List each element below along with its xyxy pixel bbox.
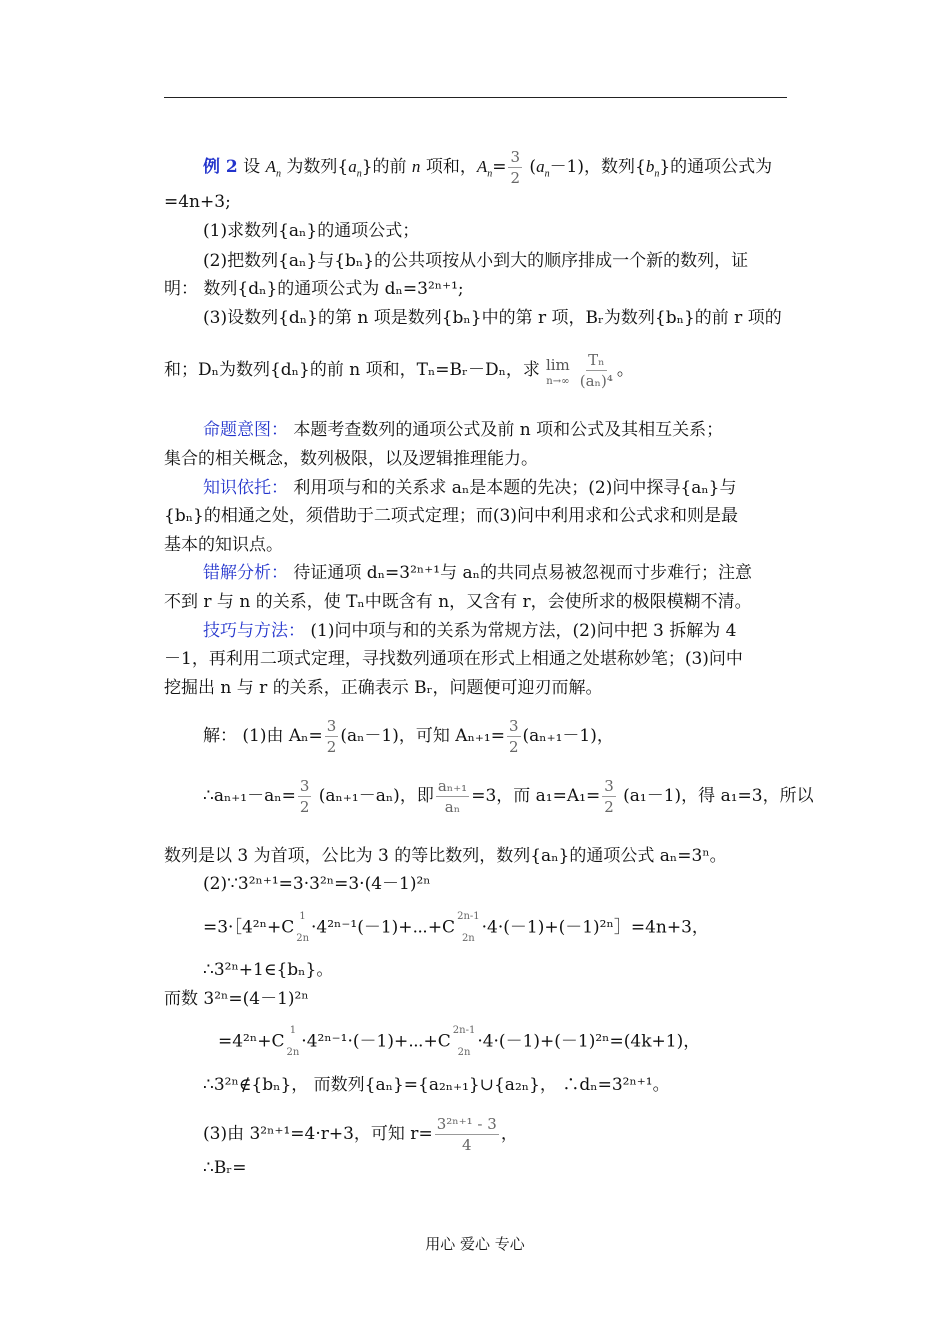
solution-line-3: 数列是以 3 为首项，公比为 3 的等比数列，数列{aₙ}的通项公式 aₙ=3ⁿ。: [164, 846, 727, 866]
example-line-2: =4n+3;: [164, 192, 231, 212]
basis-line-3: 基本的知识点。: [164, 535, 283, 555]
method-line-3: 挖掘出 n 与 r 的关系，正确表示 Bᵣ，问题便可迎刃而解。: [164, 678, 603, 698]
error-line-2: 不到 r 与 n 的关系，使 Tₙ中既含有 n，又含有 r，会使所求的极限模糊不清。: [164, 592, 752, 612]
solution-line-2: ∴aₙ₊₁－aₙ= $\frac{3}{2}$ (aₙ₊₁－aₙ)，即 $\frac{\text{aₙ₊₁}}{\text{aₙ}}$ =3，而 a₁=A₁= $\frac{3}{2}$ (a₁－1)，得 a₁=3，所以: [203, 777, 814, 816]
question-1: (1)求数列{aₙ}的通项公式；: [203, 221, 420, 241]
binomial-index: 2n-1 2n: [452, 1025, 476, 1058]
solution-line-1: 解： (1)由 Aₙ= $\frac{3}{2}$ (aₙ－1)，可知 Aₙ₊₁= $\frac{3}{2}$ (aₙ₊₁－1)，: [203, 717, 614, 756]
basis-line-2: {bₙ}的相通之处，须借助于二项式定理；而(3)问中利用求和公式求和则是最: [164, 506, 738, 526]
basis-label: 知识依托：: [203, 478, 288, 498]
header-rule: [164, 97, 787, 98]
fraction-tn-an4: $\frac{\text{Tₙ}}{\text{(aₙ)⁴}}$: [579, 351, 613, 390]
solution-line-9: ∴3²ⁿ∉{bₙ}， 而数列{aₙ}={a₂ₙ₊₁}∪{a₂ₙ}， ∴dₙ=3²ⁿ⁺¹。: [203, 1075, 670, 1095]
solution-line-5: =3·［4²ⁿ+C 1 2n ·4²ⁿ⁻¹(－1)+⋯+C 2n-1 2n ·4·(－1)+(－1)²ⁿ］=4n+3，: [203, 906, 709, 950]
fraction-three-halves: $\frac{3}{2}$: [510, 148, 521, 187]
fraction-r: $\frac{\text{3²ⁿ⁺¹ - 3}}{4}$: [436, 1115, 497, 1154]
binomial-index: 2n-1 2n: [457, 911, 480, 944]
solution-line-11: ∴Bᵣ=: [203, 1158, 247, 1178]
footer-text: 用心 爱心 专心: [425, 1235, 525, 1253]
basis-line-1: 知识依托： 利用项与和的关系求 aₙ是本题的先决；(2)问中探寻{aₙ}与: [203, 478, 737, 498]
limit-symbol: lim n→∞: [545, 355, 570, 387]
solution-line-6: ∴3²ⁿ+1∈{bₙ}。: [203, 960, 334, 980]
method-label: 技巧与方法：: [203, 621, 305, 641]
solution-line-7: 而数 3²ⁿ=(4－1)²ⁿ: [164, 989, 309, 1009]
fraction-three-halves: $\frac{3}{2}$: [604, 777, 614, 816]
solution-line-4: (2)∵3²ⁿ⁺¹=3·3²ⁿ=3·(4－1)²ⁿ: [203, 874, 431, 894]
example-line-1: 例 2 设 $A_n$ 为数列$\{a_n\}$的前 n 项和，$A_n=$ $\frac{3}{2}$ $(a_n-1)$，数列$\{b_n\}$的通项公式为: [203, 148, 773, 187]
fraction-three-halves: $\frac{3}{2}$: [299, 777, 310, 816]
error-label: 错解分析：: [203, 563, 288, 583]
binomial-index: 1 2n: [296, 911, 310, 944]
solution-line-10: (3)由 3²ⁿ⁺¹=4·r+3，可知 r= $\frac{\text{3²ⁿ⁺¹ - 3}}{4}$ ，: [203, 1115, 518, 1154]
question-2b: 明： 数列{dₙ}的通项公式为 dₙ=3²ⁿ⁺¹;: [164, 279, 464, 299]
example-title: 例 2: [203, 157, 238, 177]
fraction-ratio: $\frac{\text{aₙ₊₁}}{\text{aₙ}}$: [437, 777, 468, 816]
fraction-three-halves: $\frac{3}{2}$: [326, 717, 337, 756]
method-line-1: 技巧与方法： (1)问中项与和的关系为常规方法，(2)问中把 3 拆解为 4: [203, 621, 737, 641]
intent-label: 命题意图：: [203, 420, 288, 440]
intent-line-2: 集合的相关概念，数列极限，以及逻辑推理能力。: [164, 449, 538, 469]
error-line-1: 错解分析： 待证通项 dₙ=3²ⁿ⁺¹与 aₙ的共同点易被忽视而寸步难行；注意: [203, 563, 752, 583]
method-line-2: －1，再利用二项式定理，寻找数列通项在形式上相通之处堪称妙笔；(3)问中: [164, 649, 743, 669]
intent-line-1: 命题意图： 本题考查数列的通项公式及前 n 项和公式及其相互关系；: [203, 420, 724, 440]
solution-line-8: =4²ⁿ+C 1 2n ·4²ⁿ⁻¹·(－1)+⋯+C 2n-1 2n ·4·(－1)+(－1)²ⁿ=(4k+1)，: [218, 1020, 700, 1064]
binomial-index: 1 2n: [286, 1025, 300, 1058]
question-3b: 和；Dₙ为数列{dₙ}的前 n 项和，Tₙ=Bᵣ－Dₙ，求 lim n→∞ $\frac{\text{Tₙ}}{\text{(aₙ)⁴}}$ 。: [164, 351, 634, 390]
question-3a: (3)设数列{dₙ}的第 n 项是数列{bₙ}中的第 r 项，Bᵣ为数列{bₙ}的前 r 项的: [203, 308, 782, 328]
question-2a: (2)把数列{aₙ}与{bₙ}的公共项按从小到大的顺序排成一个新的数列，证: [203, 251, 749, 271]
fraction-three-halves: $\frac{3}{2}$: [508, 717, 519, 756]
